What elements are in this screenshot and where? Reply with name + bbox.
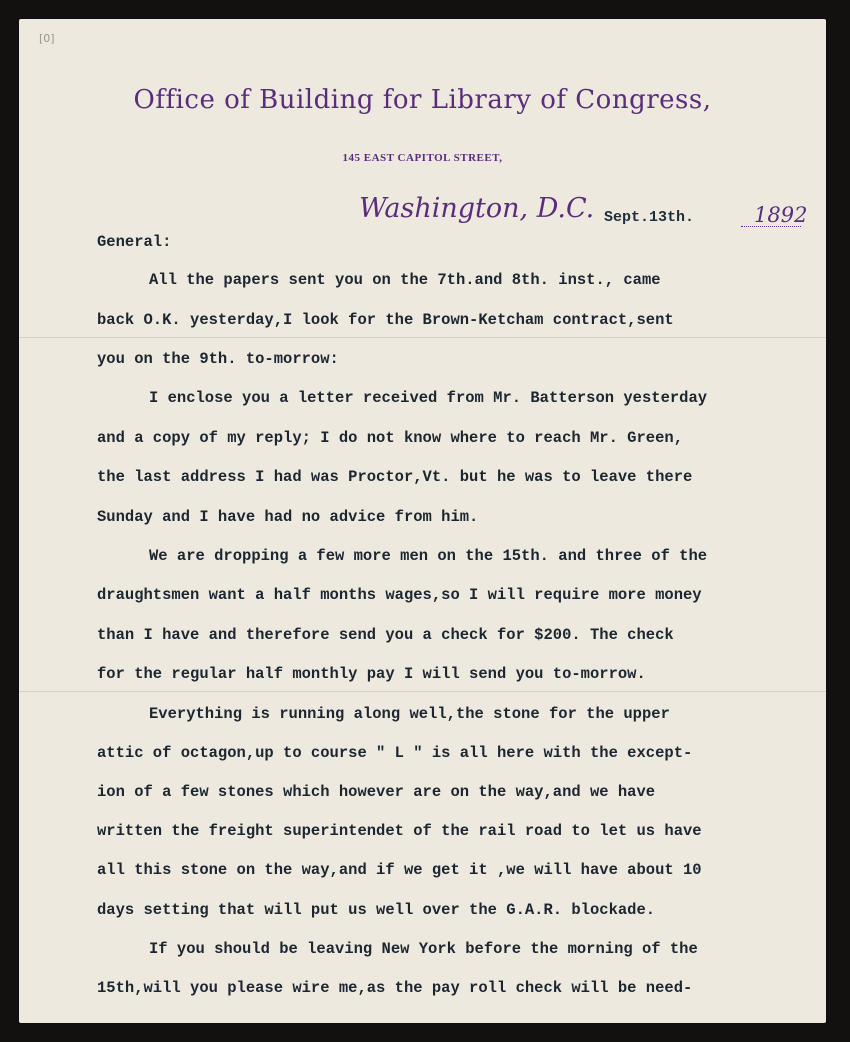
archive-mark: [0] [39,32,55,45]
body-line: attic of octagon,up to course " L " is all here with the except- [97,744,693,762]
body-line: and a copy of my reply; I do not know where to reach Mr. Green, [97,429,683,447]
body-line: the last address I had was Proctor,Vt. but he was to leave there [97,468,693,486]
letter-year: 1892 [754,203,808,227]
body-line: back O.K. yesterday,I look for the Brown-Ketcham contract,sent [97,311,674,329]
letterhead-address: 145 EAST CAPITOL STREET, [342,152,503,164]
fold-line [19,691,826,692]
body-line: ion of a few stones which however are on the way,and we have [97,783,656,801]
body-line: for the regular half monthly pay I will send you to-morrow. [97,665,646,683]
body-line: Everything is running along well,the stone for the upper [149,705,670,723]
letterhead-place: Washington, D.C. [359,193,595,224]
body-line: written the freight superintendet of the rail road to let us have [97,822,702,840]
fold-line [19,337,826,338]
body-line: all this stone on the way,and if we get it ,we will have about 10 [97,861,702,879]
body-line: We are dropping a few more men on the 15th. and three of the [149,547,708,565]
body-line: I enclose you a letter received from Mr. Batterson yesterday [149,389,708,407]
letterhead-title: Office of Building for Library of Congress, [133,85,712,115]
body-line: Sunday and I have had no advice from him. [97,508,479,526]
body-line: draughtsmen want a half months wages,so I will require more money [97,586,702,604]
letter-date: Sept.13th. [604,209,695,226]
body-line: than I have and therefore send you a check for $200. The check [97,626,674,644]
body-line: 15th,will you please wire me,as the pay roll check will be need- [97,979,693,997]
body-line: days setting that will put us well over the G.A.R. blockade. [97,901,656,919]
salutation: General: [97,233,172,251]
body-line: If you should be leaving New York before the morning of the [149,940,698,958]
body-line: you on the 9th. to-morrow: [97,350,339,368]
letter-page [19,19,826,1023]
body-line: All the papers sent you on the 7th.and 8th. inst., came [149,271,661,289]
